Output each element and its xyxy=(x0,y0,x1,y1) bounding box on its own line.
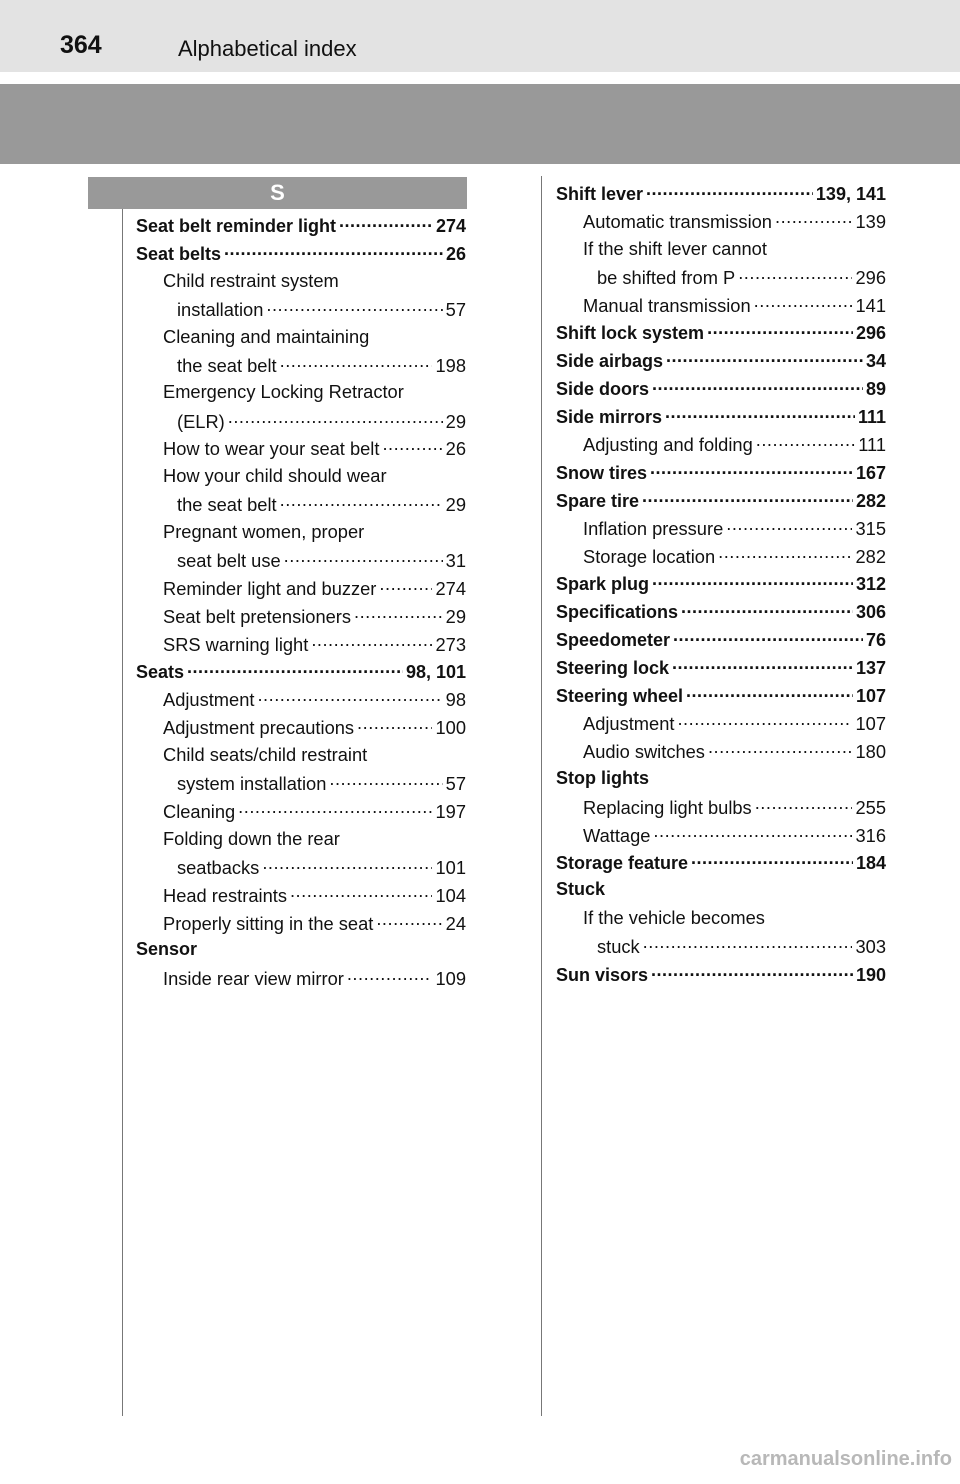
leader-dots xyxy=(354,604,443,622)
entry-page: 197 xyxy=(435,801,466,822)
entry-text: the seat belt xyxy=(177,354,277,376)
leader-dots xyxy=(726,517,852,535)
entry-page: 137 xyxy=(855,658,886,679)
entry-text: stuck xyxy=(597,936,640,958)
entry-page: 306 xyxy=(855,602,886,623)
entry-text: Steering wheel xyxy=(556,686,684,707)
entry-page: 184 xyxy=(855,853,886,874)
entry-text: the seat belt xyxy=(177,494,277,516)
entry-text: Speedometer xyxy=(556,630,671,651)
index-entry xyxy=(136,214,466,242)
entry-page: 274 xyxy=(435,577,466,599)
index-entry xyxy=(556,712,886,740)
index-entry xyxy=(136,437,466,465)
index-entry xyxy=(556,851,886,879)
entry-text: Stuck xyxy=(556,879,606,900)
entry-text: Cleaning and maintaining xyxy=(163,325,370,347)
entry-page: 29 xyxy=(445,605,466,627)
entry-text: seat belt use xyxy=(177,549,281,571)
index-entry xyxy=(136,688,466,716)
entry-page: 274 xyxy=(435,216,466,236)
entry-text: Seats xyxy=(136,662,185,683)
entry-text: Adjustment xyxy=(163,689,255,711)
index-entry xyxy=(136,493,466,521)
index-entry xyxy=(136,409,466,437)
entry-text: Cleaning xyxy=(163,801,236,822)
entry-page: 141 xyxy=(855,294,886,316)
index-entry xyxy=(136,660,466,688)
index-entry xyxy=(136,549,466,577)
entry-text: Steering lock xyxy=(556,658,670,679)
entry-text: Adjustment xyxy=(583,713,675,735)
entry-page: 111 xyxy=(857,407,886,428)
index-entry xyxy=(136,298,466,326)
leader-dots xyxy=(652,377,863,395)
entry-page: 29 xyxy=(445,410,466,432)
leader-dots xyxy=(262,855,432,873)
entry-page: 26 xyxy=(445,438,466,460)
section-title: Alphabetical index xyxy=(178,36,357,61)
index-entry xyxy=(136,716,466,744)
index-entry xyxy=(556,935,886,963)
entry-text: Child restraint system xyxy=(163,269,339,291)
leader-dots xyxy=(665,405,855,423)
header-band xyxy=(0,84,960,164)
leader-dots xyxy=(357,716,432,734)
entry-page: 282 xyxy=(855,490,886,511)
index-entry xyxy=(136,632,466,660)
index-entry xyxy=(136,381,466,409)
index-entry xyxy=(136,939,466,967)
entry-page: 312 xyxy=(855,574,886,595)
entry-text: How your child should wear xyxy=(163,465,387,487)
entry-page: 98 xyxy=(445,689,466,711)
index-entry xyxy=(136,744,466,772)
entry-text: Spare tire xyxy=(556,490,640,511)
index-entry xyxy=(556,796,886,824)
entry-text: Adjusting and folding xyxy=(583,434,753,456)
leader-dots xyxy=(311,632,432,650)
right-column-rule xyxy=(541,176,542,1416)
index-entry xyxy=(556,294,886,322)
entry-page: 104 xyxy=(435,884,466,906)
leader-dots xyxy=(775,210,853,228)
entry-text: Reminder light and buzzer xyxy=(163,577,377,599)
letter-tab: S xyxy=(88,177,467,209)
entry-page: 24 xyxy=(445,912,466,934)
index-entry xyxy=(136,967,466,995)
index-entry xyxy=(136,270,466,298)
index-entry xyxy=(556,572,886,600)
leader-dots xyxy=(686,684,853,702)
leader-dots xyxy=(382,437,442,455)
leader-dots xyxy=(653,823,852,841)
leader-dots xyxy=(651,963,853,981)
entry-text: If the vehicle becomes xyxy=(583,907,765,929)
leader-dots xyxy=(228,409,443,427)
leader-dots xyxy=(681,600,853,618)
index-entry xyxy=(136,242,466,270)
index-entry xyxy=(556,768,886,796)
index-entry xyxy=(556,823,886,851)
entry-page: 282 xyxy=(855,545,886,567)
entry-page: 29 xyxy=(445,494,466,516)
index-entry xyxy=(556,377,886,405)
entry-page: 315 xyxy=(855,517,886,539)
entry-page: 101 xyxy=(435,856,466,878)
entry-text: Storage location xyxy=(583,545,716,567)
entry-page: 34 xyxy=(865,351,886,372)
leader-dots xyxy=(646,182,813,200)
leader-dots xyxy=(673,628,863,646)
entry-text: Replacing light bulbs xyxy=(583,796,752,818)
entry-text: Specifications xyxy=(556,602,679,623)
index-entry xyxy=(136,326,466,354)
leader-dots xyxy=(642,489,853,507)
entry-page: 190 xyxy=(855,964,886,985)
entry-page: 109 xyxy=(435,968,466,990)
page-number: 364 xyxy=(60,31,102,59)
index-entry xyxy=(136,855,466,883)
entry-page: 303 xyxy=(855,936,886,958)
entry-text: Seat belts xyxy=(136,243,222,264)
leader-dots xyxy=(257,688,442,706)
index-entry xyxy=(136,604,466,632)
index-entry xyxy=(136,353,466,381)
entry-text: Emergency Locking Retractor xyxy=(163,381,404,403)
leader-dots xyxy=(187,660,403,678)
entry-text: Side airbags xyxy=(556,351,664,372)
entry-text: Spark plug xyxy=(556,574,650,595)
entry-text: Folding down the rear xyxy=(163,827,340,849)
leader-dots xyxy=(652,572,853,590)
index-entry xyxy=(556,963,886,991)
entry-text: installation xyxy=(177,298,264,320)
leader-dots xyxy=(691,851,853,869)
index-entry xyxy=(556,405,886,433)
leader-dots xyxy=(266,298,442,316)
entry-text: Seat belt reminder light xyxy=(136,216,337,236)
index-entry xyxy=(556,349,886,377)
leader-dots xyxy=(339,214,433,232)
leader-dots xyxy=(290,883,433,901)
index-entry xyxy=(556,461,886,489)
index-entry xyxy=(556,545,886,573)
entry-page: 296 xyxy=(855,266,886,288)
entry-page: 57 xyxy=(445,773,466,795)
entry-page: 316 xyxy=(855,824,886,846)
index-entry xyxy=(556,740,886,768)
entry-text: Adjustment precautions xyxy=(163,717,355,739)
entry-text: (ELR) xyxy=(177,410,225,432)
entry-text: be shifted from P xyxy=(597,266,736,288)
index-entry xyxy=(136,800,466,828)
index-entry xyxy=(136,465,466,493)
index-column-left xyxy=(136,214,466,995)
entry-page: 57 xyxy=(445,298,466,320)
leader-dots xyxy=(754,294,853,312)
entry-text: Shift lever xyxy=(556,184,644,204)
leader-dots xyxy=(650,461,853,479)
entry-text: Shift lock system xyxy=(556,323,705,344)
entry-text: Side mirrors xyxy=(556,407,663,428)
leader-dots xyxy=(376,911,442,929)
entry-text: Automatic transmission xyxy=(583,211,772,233)
entry-page: 107 xyxy=(855,686,886,707)
leader-dots xyxy=(738,266,852,284)
entry-text: SRS warning light xyxy=(163,633,309,655)
index-entry xyxy=(136,883,466,911)
entry-text: Snow tires xyxy=(556,462,648,483)
leader-dots xyxy=(707,321,853,339)
leader-dots xyxy=(756,433,855,451)
entry-page: 198 xyxy=(435,354,466,376)
entry-text: Seat belt pretensioners xyxy=(163,605,352,627)
entry-page: 76 xyxy=(865,630,886,651)
entry-text: Manual transmission xyxy=(583,294,751,316)
entry-text: Sensor xyxy=(136,939,198,960)
entry-page: 111 xyxy=(858,434,886,456)
entry-page: 139, 141 xyxy=(815,184,886,204)
index-entry xyxy=(556,238,886,266)
entry-text: seatbacks xyxy=(177,856,260,878)
leader-dots xyxy=(755,796,853,814)
entry-text: Properly sitting in the seat xyxy=(163,912,374,934)
entry-page: 273 xyxy=(435,633,466,655)
index-entry xyxy=(556,628,886,656)
entry-page: 296 xyxy=(855,323,886,344)
entry-page: 139 xyxy=(855,211,886,233)
index-entry xyxy=(556,489,886,517)
entry-page: 255 xyxy=(855,796,886,818)
leader-dots xyxy=(677,712,852,730)
entry-text: How to wear your seat belt xyxy=(163,438,380,460)
index-entry xyxy=(556,266,886,294)
entry-text: Pregnant women, proper xyxy=(163,520,365,542)
entry-page: 31 xyxy=(445,549,466,571)
index-entry xyxy=(136,577,466,605)
index-entry xyxy=(556,433,886,461)
entry-text: Side doors xyxy=(556,379,650,400)
entry-text: system installation xyxy=(177,773,327,795)
leader-dots xyxy=(643,935,853,953)
entry-page: 26 xyxy=(445,243,466,264)
index-entry xyxy=(136,772,466,800)
index-entry xyxy=(556,879,886,907)
index-entry xyxy=(556,182,886,210)
leader-dots xyxy=(280,353,433,371)
leader-dots xyxy=(379,577,432,595)
leader-dots xyxy=(280,493,443,511)
entry-page: 107 xyxy=(855,713,886,735)
entry-text: Audio switches xyxy=(583,741,705,763)
entry-page: 180 xyxy=(855,741,886,763)
leader-dots xyxy=(224,242,443,260)
index-entry xyxy=(136,828,466,856)
entry-page: 100 xyxy=(435,717,466,739)
header-bar xyxy=(0,0,960,72)
entry-page: 98, 101 xyxy=(405,662,466,683)
entry-text: Stop lights xyxy=(556,767,649,788)
index-entry xyxy=(136,911,466,939)
footer-watermark: carmanualsonline.info xyxy=(739,1448,952,1470)
index-entry xyxy=(556,210,886,238)
entry-text: Child seats/child restraint xyxy=(163,743,368,765)
index-entry xyxy=(556,600,886,628)
entry-text: If the shift lever cannot xyxy=(583,237,767,259)
entry-text: Storage feature xyxy=(556,853,689,874)
left-column-rule xyxy=(122,209,123,1416)
leader-dots xyxy=(718,545,852,563)
entry-text: Head restraints xyxy=(163,884,287,906)
index-entry xyxy=(556,656,886,684)
index-column-right xyxy=(556,182,886,991)
index-entry xyxy=(556,517,886,545)
entry-page: 89 xyxy=(865,379,886,400)
leader-dots xyxy=(672,656,853,674)
leader-dots xyxy=(708,740,853,758)
index-entry xyxy=(556,321,886,349)
index-entry xyxy=(556,907,886,935)
index-entry xyxy=(556,684,886,712)
leader-dots xyxy=(666,349,863,367)
entry-text: Inflation pressure xyxy=(583,517,724,539)
entry-text: Sun visors xyxy=(556,964,649,985)
leader-dots xyxy=(329,772,442,790)
entry-text: Wattage xyxy=(583,824,651,846)
leader-dots xyxy=(347,967,433,985)
leader-dots xyxy=(284,549,443,567)
leader-dots xyxy=(238,800,432,818)
entry-page: 167 xyxy=(855,462,886,483)
entry-text: Inside rear view mirror xyxy=(163,968,344,990)
index-entry xyxy=(136,521,466,549)
